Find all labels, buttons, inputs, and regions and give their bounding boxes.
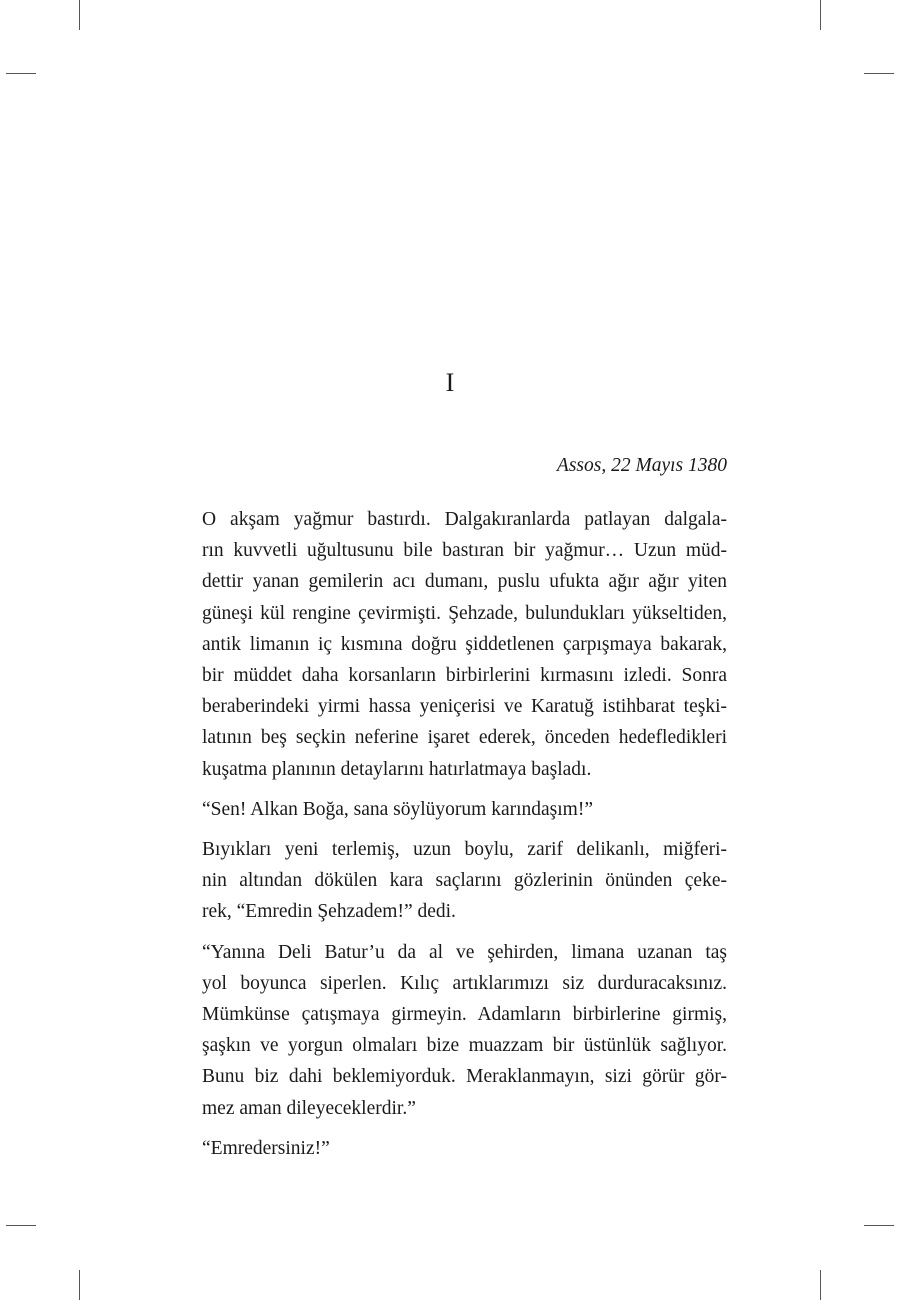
paragraph-4 [174,937,727,1124]
text-line: latının beş seçkin neferine işaret ederek, önceden hedefledikleri [202,727,727,749]
crop-mark-bottom-right-vertical [820,1270,821,1300]
text-line: yol boyunca siperlen. Kılıç artıklarımızı siz durduracaksınız. [202,972,727,994]
crop-mark-bottom-left-horizontal [6,1225,36,1226]
text-line: Bıyıkları yeni terlemiş, uzun boylu, zarif delikanlı, miğferi- [202,839,727,861]
text-line: rek, “Emredin Şehzadem!” dedi. [202,901,456,923]
text-line: rın kuvvetli uğultusunu bile bastıran bir yağmur… Uzun müd- [202,540,727,562]
crop-mark-top-right-horizontal [864,73,894,74]
crop-mark-top-left-horizontal [6,73,36,74]
text-line: bir müddet daha korsanların birbirlerini kırmasını izledi. Sonra [202,665,727,687]
crop-mark-bottom-left-vertical [79,1270,80,1300]
chapter-number: I [445,368,455,397]
text-line: Bunu biz dahi beklemiyorduk. Meraklanmayın, sizi görür gör- [202,1066,727,1088]
text-line: antik limanın iç kısmına doğru şiddetlenen çarpışmaya bakarak, [202,633,727,655]
paragraph-1 [174,504,727,785]
crop-mark-top-left-vertical [79,0,80,30]
crop-mark-top-right-vertical [820,0,821,30]
text-line: mez aman dileyeceklerdir.” [202,1097,416,1119]
paragraph-5 [174,1133,727,1164]
text-line: nin altından dökülen kara saçlarını gözlerinin önünden çeke- [202,870,727,892]
text-line: “Emredersiniz!” [202,1137,330,1159]
text-line: şaşkın ve yorgun olmaları bize muazzam bir üstünlük sağlıyor. [202,1035,727,1057]
text-line: beraberindeki yirmi hassa yeniçerisi ve Karatuğ istihbarat teşki- [202,696,727,718]
text-line: O akşam yağmur bastırdı. Dalgakıranlarda patlayan dalgala- [202,509,727,530]
text-line: kuşatma planının detaylarını hatırlatmaya başladı. [202,758,592,780]
crop-mark-bottom-right-horizontal [864,1225,894,1226]
chapter-dateline: Assos, 22 Mayıs 1380 [556,455,727,476]
text-line: güneşi kül rengine çevirmişti. Şehzade, bulundukları yükseltiden, [202,602,727,624]
text-line: dettir yanan gemilerin acı dumanı, puslu ufukta ağır ağır yiten [202,571,727,593]
text-line: “Yanına Deli Batur’u da al ve şehirden, limana uzanan taş [202,941,727,963]
paragraph-2 [174,794,727,825]
text-line: Mümkünse çatışmaya girmeyin. Adamların birbirlerine girmiş, [202,1004,727,1026]
body-text [174,504,727,1173]
paragraph-3 [174,834,727,928]
text-line: “Sen! Alkan Boğa, sana söylüyorum karındaşım!” [202,798,593,820]
